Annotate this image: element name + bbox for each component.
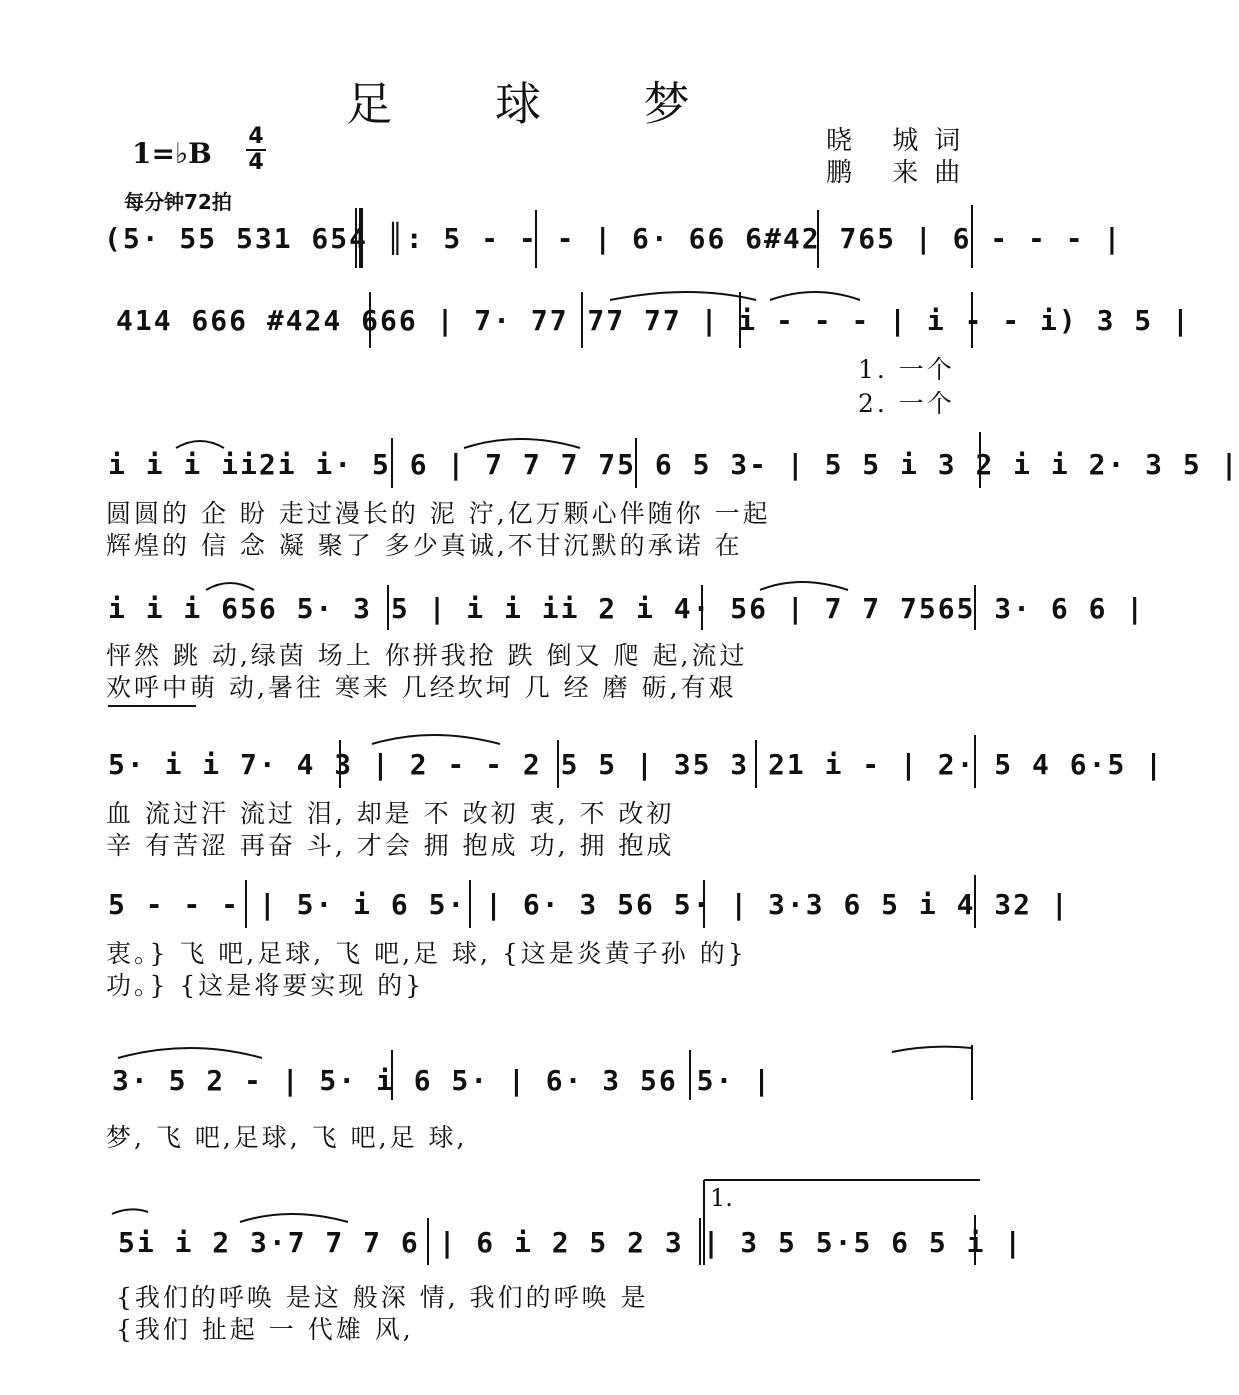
volta-ending-1: 1. <box>710 1184 733 1212</box>
lyrics-row-5-verse-2: 辛 有苦涩 再奋 斗, 才会 拥 抱成 功, 拥 抱成 <box>106 831 675 860</box>
lyrics-row-3-verse-2: 辉煌的 信 念 凝 聚了 多少真诚,不甘沉默的承诺 在 <box>106 531 743 560</box>
lyrics-row-5-verse-1: 血 流过汗 流过 泪, 却是 不 改初 衷, 不 改初 <box>106 799 675 828</box>
tempo-marking: 每分钟72拍 <box>124 190 232 214</box>
lyrics-row-7: 梦, 飞 吧,足球, 飞 吧,足 球, <box>106 1123 468 1152</box>
notation-row-5: 5· i i 7· 4 3 | 2 - - 2 5 5 | 35 3 21 i - | 2· 5 4 6·5 | <box>108 748 1165 781</box>
lyrics-row-3-verse-1: 圆圆的 企 盼 走过漫长的 泥 泞,亿万颗心伴随你 一起 <box>106 499 771 528</box>
lyrics-row-8-verse-1: {我们的呼唤 是这 般深 情, 我们的呼唤 是 <box>116 1283 649 1312</box>
song-title: 足 球 梦 <box>346 77 734 131</box>
key-signature: 1=♭B <box>132 137 212 170</box>
notation-row-6: 5 - - - | 5· i 6 5· | 6· 3 56 5· | 3·3 6 5 i 4 32 | <box>108 888 1070 921</box>
composer-credit: 鹏 来曲 <box>826 158 977 188</box>
notation-row-8: 5i i 2 3·7 7 7 6 | 6 i 2 5 2 3 | 3 5 5·5 6 5 i | <box>118 1226 1024 1259</box>
time-signature-top: 4 <box>248 124 264 149</box>
lyrics-row-6-verse-1: 衷。} 飞 吧,足球, 飞 吧,足 球, {这是炎黄子孙 的} <box>106 939 747 968</box>
verse-number-1: 1. 一个 <box>858 355 955 384</box>
time-signature-bottom: 4 <box>248 150 264 175</box>
notation-row-7: 3· 5 2 - | 5· i 6 5· | 6· 3 56 5· | <box>112 1064 773 1097</box>
notation-row-4: i i i 656 5· 3 5 | i i ii 2 i 4· 56 | 7 7 7565 3· 6 6 | <box>108 592 1146 625</box>
notation-row-2: 414 666 #424 666 | 7· 77 77 77 | i - - - | i - - i) 3 5 | <box>116 304 1191 337</box>
lyrics-row-4-verse-1: 怦然 跳 动,绿茵 场上 你拼我抢 跌 倒又 爬 起,流过 <box>106 641 748 670</box>
verse-number-2: 2. 一个 <box>858 389 955 418</box>
lyricist-credit: 晓 城词 <box>826 126 977 156</box>
notation-row-3: i i i ii2i i· 5 6 | 7 7 7 75 6 5 3- | 5 5 i 3 2 i i 2· 3 5 | <box>108 448 1239 481</box>
lyrics-row-6-verse-2: 功。} {这是将要实现 的} <box>106 971 425 1000</box>
notation-row-1: (5· 55 531 654 ║: 5 - - - | 6· 66 6#42 765 | 6 - - - | <box>104 222 1123 255</box>
lyrics-row-4-verse-2: 欢呼中萌 动,暑往 寒来 几经坎坷 几 经 磨 砺,有艰 <box>106 673 737 702</box>
lyrics-row-8-verse-2: {我们 扯起 一 代雄 风, <box>116 1315 414 1344</box>
